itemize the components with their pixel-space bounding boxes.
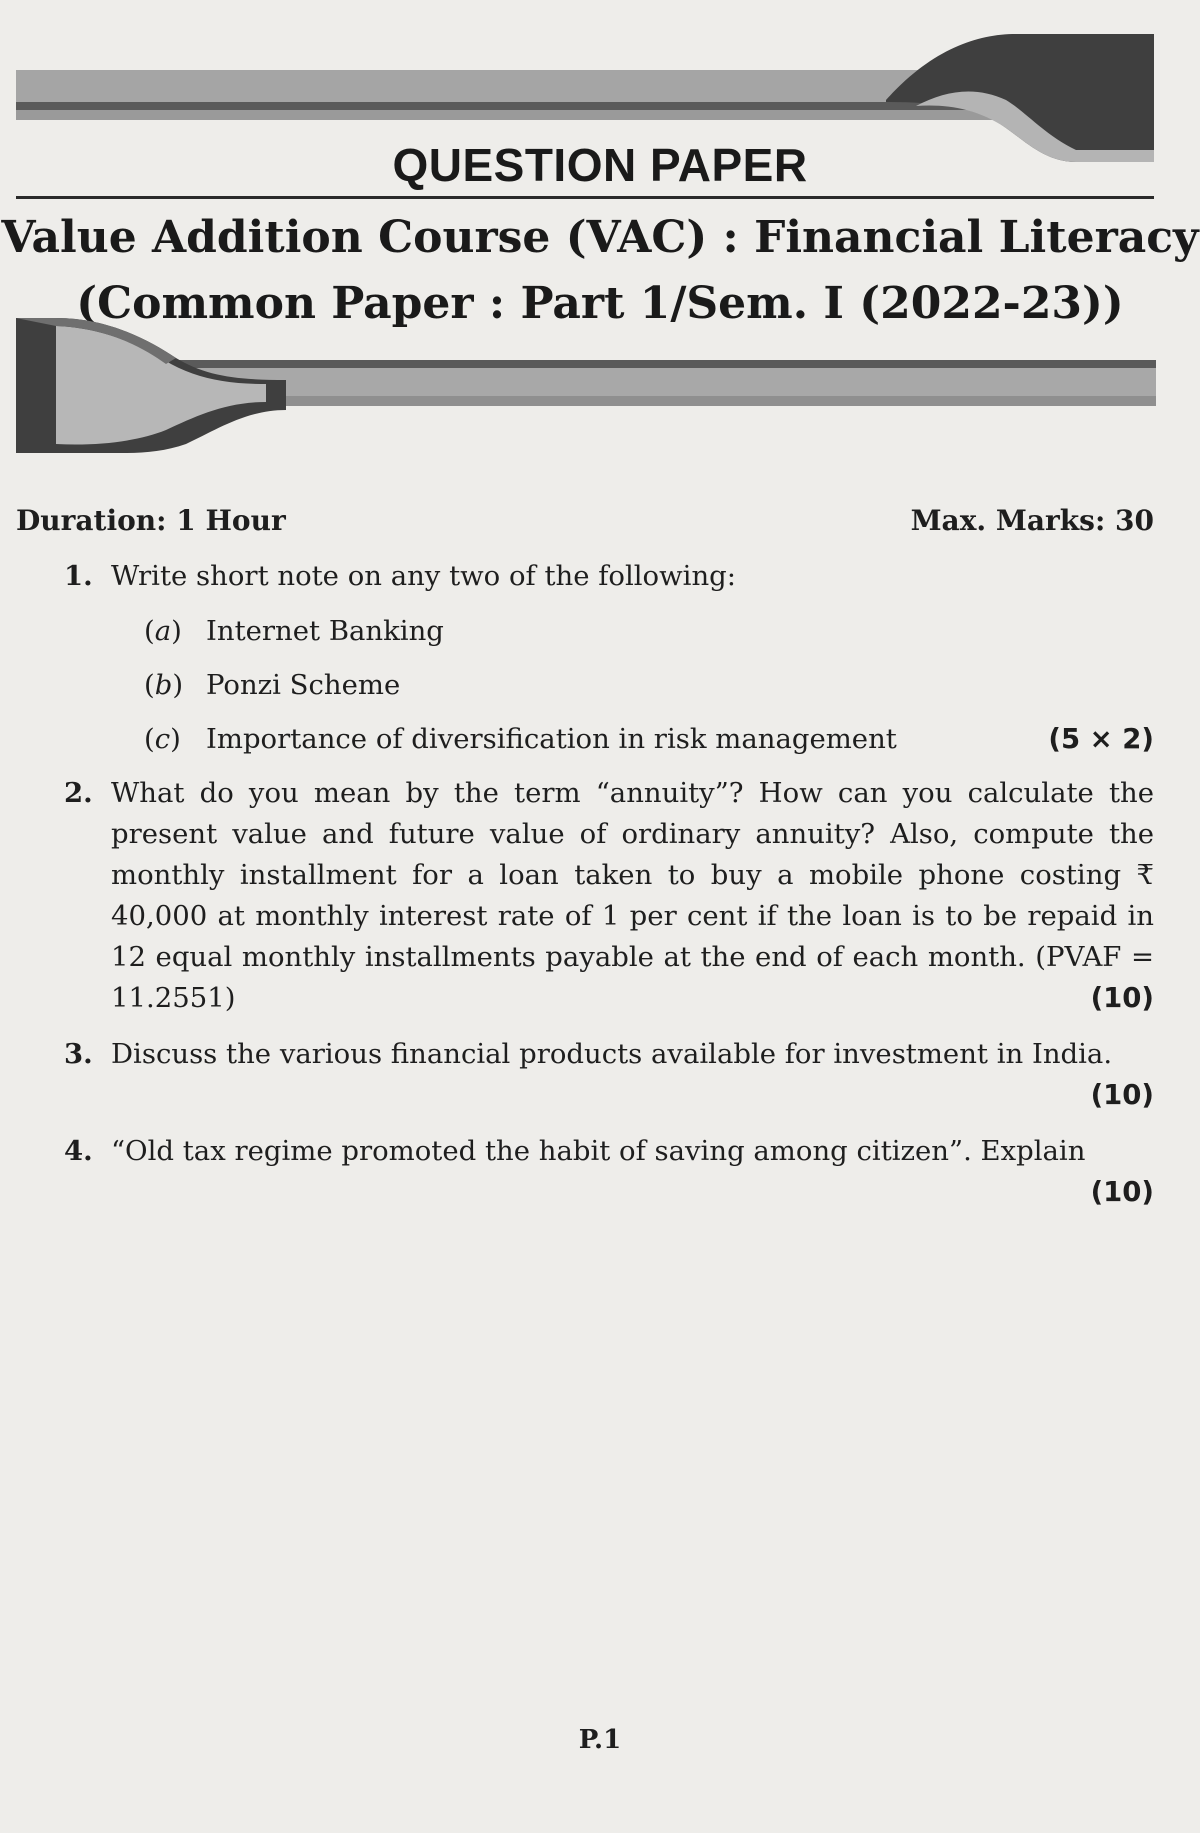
question-text: Write short note on any two of the following: <box>111 560 737 592</box>
question-paper-label: QUESTION PAPER <box>392 139 808 191</box>
question-number: 4. <box>64 1135 93 1167</box>
exam-meta <box>16 504 1154 537</box>
question-marks: (10) <box>1090 1079 1154 1111</box>
subpart-b <box>16 665 1154 706</box>
subpart-text: Internet Banking <box>206 615 444 647</box>
question-marks: (10) <box>1090 1176 1154 1208</box>
question-number: 3. <box>64 1038 93 1070</box>
course-title-line-2: (Common Paper : Part 1/Sem. I (2022-23)) <box>76 278 1124 329</box>
subpart-label: (a) <box>144 615 182 647</box>
bottom-decorative-band <box>16 318 1156 453</box>
subpart-label: (c) <box>144 723 181 755</box>
question-text: What do you mean by the term “annuity”? How can you calculate the present value and future value of ordinary annuity? Also, compute the monthly installment for a loan taken to buy a mobile phone costing ₹ 40,000 at monthly interest rate of 1 per cent if the loan is to be repaid in 12 equal monthly installments payable at the end of each month. (PVAF = 11.2551) <box>111 777 1154 1014</box>
question-number: 2. <box>64 777 93 809</box>
course-title-line-1: Value Addition Course (VAC) : Financial Literacy <box>1 212 1199 263</box>
question-text: “Old tax regime promoted the habit of saving among citizen”. Explain <box>111 1135 1086 1167</box>
question-1-subparts <box>16 611 1154 760</box>
title-divider <box>16 196 1154 199</box>
question-4 <box>16 1131 1154 1213</box>
subpart-text: Importance of diversification in risk management <box>206 723 897 755</box>
subpart-text: Ponzi Scheme <box>206 669 401 701</box>
max-marks: Max. Marks: 30 <box>910 504 1154 537</box>
question-1 <box>16 556 1154 597</box>
subpart-c <box>16 719 1154 760</box>
subpart-label: (b) <box>144 669 184 701</box>
duration: Duration: 1 Hour <box>16 504 286 537</box>
questions-list <box>16 556 1154 1213</box>
question-marks: (5 × 2) <box>1048 723 1154 755</box>
page-number: P.1 <box>578 1725 622 1755</box>
question-text: Discuss the various financial products available for investment in India. <box>111 1038 1113 1070</box>
question-marks: (10) <box>1090 982 1154 1014</box>
subpart-a <box>16 611 1154 652</box>
question-2 <box>16 773 1154 1019</box>
question-3 <box>16 1034 1154 1116</box>
question-number: 1. <box>64 560 93 592</box>
